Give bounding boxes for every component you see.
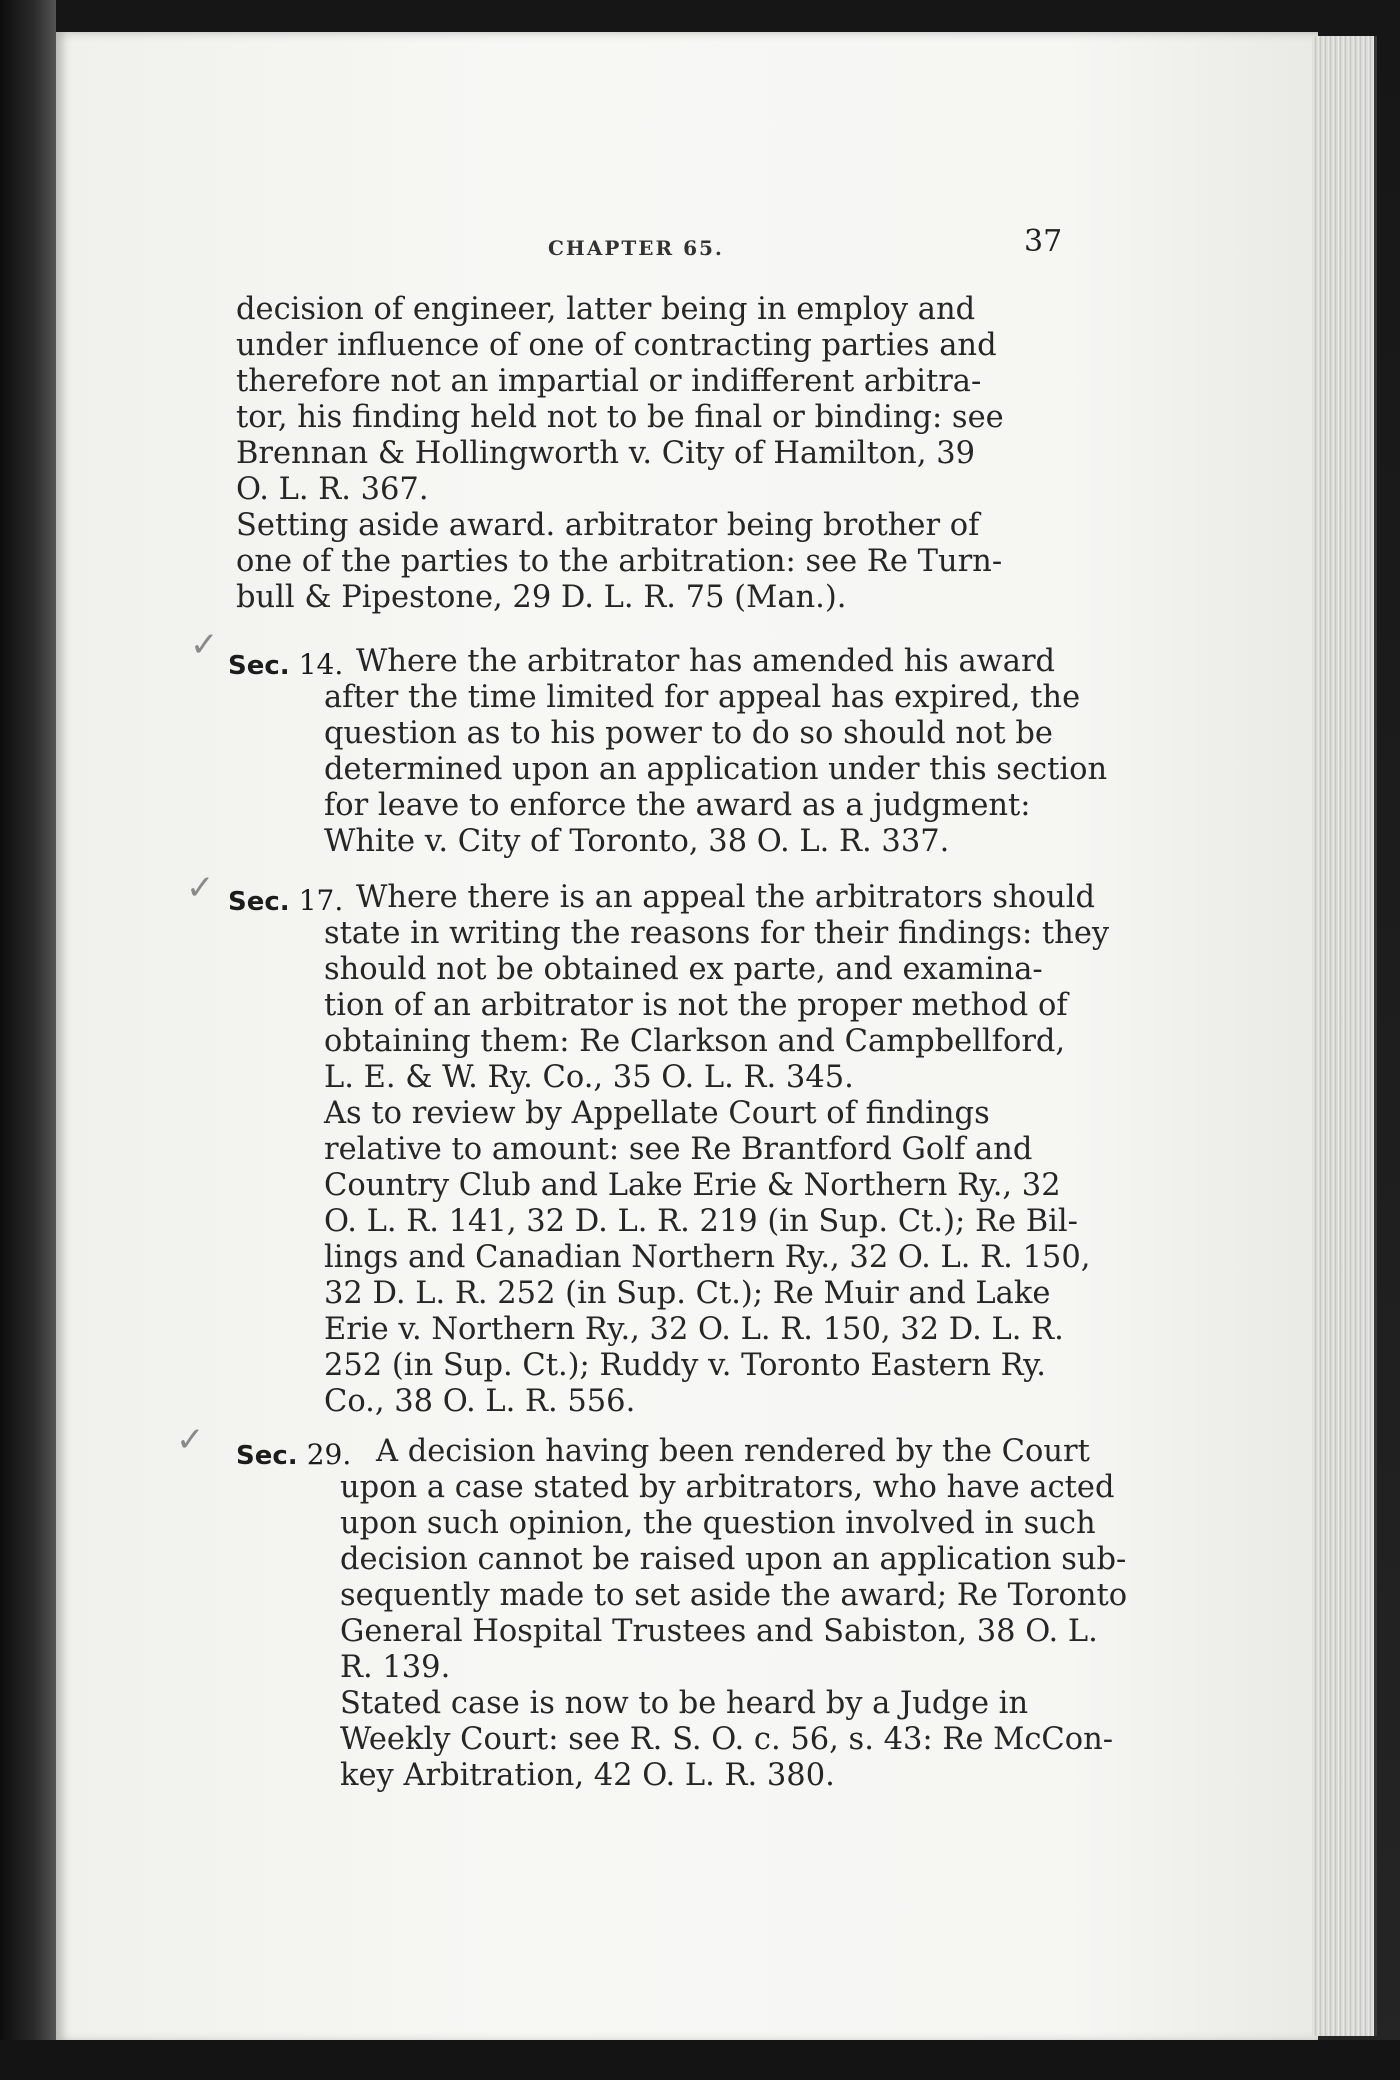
- section-number: 29.: [306, 1438, 352, 1471]
- text-line: decision of engineer, latter being in employ and: [236, 292, 976, 327]
- text-line: question as to his power to do so should not be: [324, 716, 1053, 751]
- section-prefix: Sec.: [228, 887, 290, 917]
- text-line: 252 (in Sup. Ct.); Ruddy v. Toronto Eastern Ry.: [324, 1348, 1046, 1383]
- text-line: decision cannot be raised upon an application sub-: [340, 1542, 1127, 1577]
- text-line: O. L. R. 141, 32 D. L. R. 219 (in Sup. Ct.); Re Bil-: [324, 1204, 1078, 1239]
- text-line: White v. City of Toronto, 38 O. L. R. 337.: [324, 824, 950, 859]
- text-line: 32 D. L. R. 252 (in Sup. Ct.); Re Muir and Lake: [324, 1276, 1051, 1311]
- section-prefix: Sec.: [236, 1441, 298, 1471]
- text-line: determined upon an application under this section: [324, 752, 1108, 787]
- text-line: Brennan & Hollingworth v. City of Hamilton, 39: [236, 436, 976, 471]
- text-line: R. 139.: [340, 1650, 451, 1685]
- text-line: key Arbitration, 42 O. L. R. 380.: [340, 1758, 835, 1793]
- text-line: As to review by Appellate Court of findings: [324, 1096, 990, 1131]
- text-line: upon such opinion, the question involved in such: [340, 1506, 1096, 1541]
- text-line: lings and Canadian Northern Ry., 32 O. L. R. 150,: [324, 1240, 1091, 1275]
- text-line: tion of an arbitrator is not the proper method of: [324, 988, 1068, 1023]
- text-line: sequently made to set aside the award; Re Toronto: [340, 1578, 1128, 1613]
- text-line: Where the arbitrator has amended his award: [356, 644, 1056, 679]
- page-stack-edge: [1312, 36, 1377, 2036]
- paragraph-setting-aside: [236, 508, 1076, 616]
- text-line: O. L. R. 367.: [236, 472, 429, 507]
- text-line: A decision having been rendered by the Court: [376, 1434, 1090, 1469]
- text-line: Where there is an appeal the arbitrators should: [356, 880, 1096, 915]
- text-line: L. E. & W. Ry. Co., 35 O. L. R. 345.: [324, 1060, 854, 1095]
- text-line: Setting aside award. arbitrator being brother of: [236, 508, 980, 543]
- page-number: 37: [1024, 224, 1063, 259]
- section-29-text: [236, 1434, 1128, 1794]
- text-line: for leave to enforce the award as a judgment:: [324, 788, 1031, 823]
- check-mark-icon: ✓: [190, 625, 219, 665]
- text-line: one of the parties to the arbitration: see Re Turn-: [236, 544, 1003, 579]
- text-line: Stated case is now to be heard by a Judge in: [340, 1686, 1029, 1721]
- text-line: tor, his finding held not to be final or binding: see: [236, 400, 1004, 435]
- text-line: Country Club and Lake Erie & Northern Ry., 32: [324, 1168, 1061, 1203]
- text-line: should not be obtained ex parte, and examina-: [324, 952, 1043, 987]
- scan-bottom-shadow: [0, 2040, 1400, 2080]
- check-mark-icon: ✓: [176, 1420, 205, 1460]
- section-prefix: Sec.: [228, 651, 290, 681]
- text-line: General Hospital Trustees and Sabiston, 38 O. L.: [340, 1614, 1098, 1649]
- text-line: after the time limited for appeal has expired, the: [324, 680, 1081, 715]
- text-line: Weekly Court: see R. S. O. c. 56, s. 43: Re McCon-: [340, 1722, 1114, 1757]
- check-mark-icon: ✓: [186, 868, 215, 908]
- facing-page-edge: [0, 0, 56, 2080]
- section-number: 14.: [298, 648, 344, 681]
- text-line: state in writing the reasons for their findings: they: [324, 916, 1110, 951]
- text-line: Co., 38 O. L. R. 556.: [324, 1384, 636, 1419]
- section-17-text: [236, 880, 1110, 1420]
- text-line: upon a case stated by arbitrators, who have acted: [340, 1470, 1115, 1505]
- paragraph-continued: [236, 292, 1076, 508]
- text-line: Erie v. Northern Ry., 32 O. L. R. 150, 32 D. L. R.: [324, 1312, 1064, 1347]
- text-line: obtaining them: Re Clarkson and Campbellford,: [324, 1024, 1066, 1059]
- text-line: bull & Pipestone, 29 D. L. R. 75 (Man.).: [236, 580, 847, 615]
- text-line: relative to amount: see Re Brantford Golf and: [324, 1132, 1033, 1167]
- section-14-text: [236, 644, 1108, 860]
- running-head: CHAPTER 65.: [548, 236, 724, 260]
- section-number: 17.: [298, 884, 344, 917]
- text-line: therefore not an impartial or indifferent arbitra-: [236, 364, 982, 399]
- text-line: under influence of one of contracting parties and: [236, 328, 997, 363]
